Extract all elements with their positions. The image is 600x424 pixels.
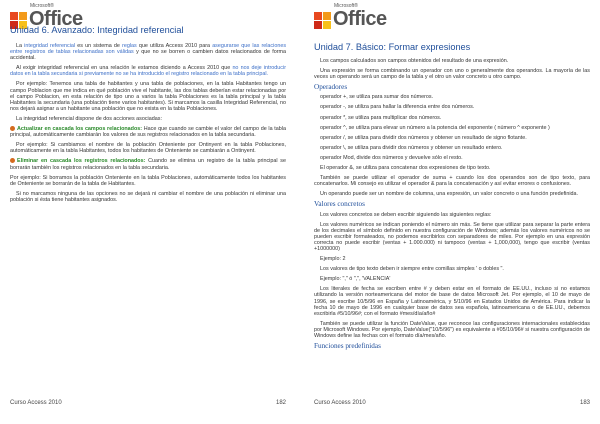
bullet-icon (10, 126, 15, 131)
right-paragraph: Los valores numéricos se indican poniendo el número sin más. Se tiene que utilizar para separar la parte entera de los decimales el símbolo definido en nuestra configuración de Windows; además los valores numéricos no se pueden escribir formateados, no podemos escribirlos con separadores de miles. Por ejemplo en una expresión correcta no puede escribir (ventas + 1.000.000) ni tampoco (ventas + 1,000,000), tengo que escribir (ventas +1000000) (314, 221, 590, 252)
operator-line: operador \, se utiliza para dividir dos números y obtener un resultado entero. (320, 144, 503, 151)
page-number: 182 (276, 400, 287, 406)
logo-microsoft-text: Microsoft® (334, 3, 358, 9)
footer-course: Curso Access 2010 (10, 400, 62, 406)
right-paragraph: Los valores de tipo texto deben ir siempre entre comillas simples ' o dobles ". (320, 266, 504, 273)
right-paragraph: Los valores concretos se deben escribir siguiendo las siguientes reglas: (320, 211, 492, 218)
operator-line: operador /, se utiliza para dividir dos números y obtener un resultado de signo flotante. (320, 134, 527, 141)
section-heading: Valores concretos (314, 200, 365, 209)
right-paragraph: Los campos calculados son campos obtenidos del resultado de una expresión. (320, 58, 509, 64)
left-paragraph: Por ejemplo: Si cambiamos el nombre de la población Onteniente por Ontinyent en la tabla Poblaciones, automáticamente en la tabla Habitantes, todos los habitantes de Onteniente se cambiarán a Ontinyent. (10, 142, 286, 155)
operator-line: operador *, se utiliza para multiplicar dos números. (320, 114, 442, 121)
operator-line: operador +, se utiliza para sumar dos números. (320, 94, 434, 101)
left-paragraph: Al exigir integridad referencial en una relación le estamos diciendo a Access 2010 que no nos deje introducir datos en la tabla secundaria si previamente no se ha introducido el registro relacionado en la tabla principal. (10, 65, 286, 78)
office-logo-icon (314, 12, 331, 29)
left-paragraph: La integridad referencial es un sistema de reglas que utiliza Access 2010 para asegurarse que las relaciones entre registros de tablas relacionadas son válidas y que no se borren o cambien datos relacionados de forma accidental. (10, 43, 287, 62)
right-paragraph: Los literales de fecha se escriben entre # y deben estar en el formato de EE.UU., incluso si no estamos utilizando la versión norteamericana del motor de base de datos Microsoft Jet. Por ejemplo, el 10 de mayo de 1996, se escribe 10/5/96 en España y Latinoamérica, y 5/10/96 en Estados Unidos de América. Para indicar la fecha 10 de mayo de 1996 en cualquier base de datos sea española, latinoamericana o de EE.UU., debemos escribirla #5/10/96#; con el formato #mes/día/año# (314, 286, 590, 317)
logo-microsoft-text: Microsoft® (30, 3, 54, 9)
left-paragraph: La integridad referencial dispone de dos acciones asociadas: (16, 115, 162, 122)
right-paragraph: Un operando puede ser un nombre de columna, una expresión, un valor concreto o una función predefinida. (320, 191, 579, 198)
left-body (10, 43, 286, 207)
right-page-title: Unidad 7. Básico: Formar expresiones (314, 42, 471, 52)
section-heading: Operadores (314, 83, 348, 92)
example-line: Ejemplo: "," ó ",", 'VALENCIA' (320, 276, 391, 283)
logo-office-text: Office (29, 8, 83, 30)
left-bullet-paragraph: Eliminar en cascada los registros relacionados: Cuando se elimina un registro de la tabla principal se borrarán también los registros relacionados en la tabla secundaria. (10, 158, 286, 171)
operator-line: operador ^, se utiliza para elevar un número a la potencia del exponente ( número ^ exponente ) (320, 124, 550, 131)
left-paragraph: Por ejemplo: Si borramos la población Onteniente en la tabla Poblaciones, automáticamente todos los habitantes de Onteniente se borrarán de la tabla de Habitantes. (10, 174, 286, 187)
operator-line: El operador &, se utiliza para concatenar dos expresiones de tipo texto. (320, 165, 491, 172)
left-bullet-paragraph: Actualizar en cascada los campos relacionados: Hace que cuando se cambie el valor del campo de la tabla principal, automáticamente cambiarán los valores de sus registros relacionados en la tabla secundaria. (10, 126, 286, 139)
operator-line: operador -, se utiliza para hallar la diferencia entre dos números. (320, 104, 475, 111)
right-body (314, 58, 590, 353)
logo-office-text: Office (333, 8, 387, 30)
page-number: 183 (580, 400, 591, 406)
office-logo-right (314, 4, 387, 29)
right-paragraph: También se puede utilizar el operador de suma + cuando los dos operandos son de tipo texto, para concatenarlos. Mi consejo es utilizar el operador & para la concatenación y así evitar errores o confusiones. (314, 175, 590, 188)
right-paragraph: Una expresión se forma combinando un operador con uno o generalmente dos operandos. La mayoría de las veces un operando será un campo de la tabla y el otro un valor concreto u otro campo. (314, 68, 590, 81)
operator-line: operador Mod, divide dos números y devuelve sólo el resto. (320, 154, 463, 161)
left-page-title: Unidad 6. Avanzado: Integridad referencial (10, 25, 184, 35)
bullet-icon (10, 158, 15, 163)
example-line: Ejemplo: 2 (320, 256, 346, 263)
footer-course: Curso Access 2010 (314, 400, 366, 406)
left-paragraph: Si no marcamos ninguna de las opciones no se dejará ni cambiar el nombre de una población ni eliminar una población si ésta tiene habitantes asignados. (10, 190, 286, 203)
right-paragraph: También se puede utilizar la función DateValue, que reconoce las configuraciones internacionales establecidas por Microsoft Windows. Por ejemplo, DateValue("10/5/96") es equivalente a #05/10/96# si nuestra configuración de Windows define las fechas con el formato día/mes/año. (314, 320, 590, 339)
section-heading: Funciones predefinidas (314, 342, 381, 351)
left-paragraph: Por ejemplo: Tenemos una tabla de habitantes y una tabla de poblaciones, en la tabla Habitantes tengo un campo Poblacion que me indica en qué población vive el habitante, las dos tablas deberían estar relacionadas por el campo Poblacion, en esta relación de tipo uno a varios la tabla Poblaciones es la tabla principal y la tabla Habitantes la secundaria (una población tiene varios habitantes). Si marcamos la casilla Integridad Referencial, no nos dejará asignar a un habitante una población que no exista en la tabla Poblaciones. (10, 81, 286, 112)
